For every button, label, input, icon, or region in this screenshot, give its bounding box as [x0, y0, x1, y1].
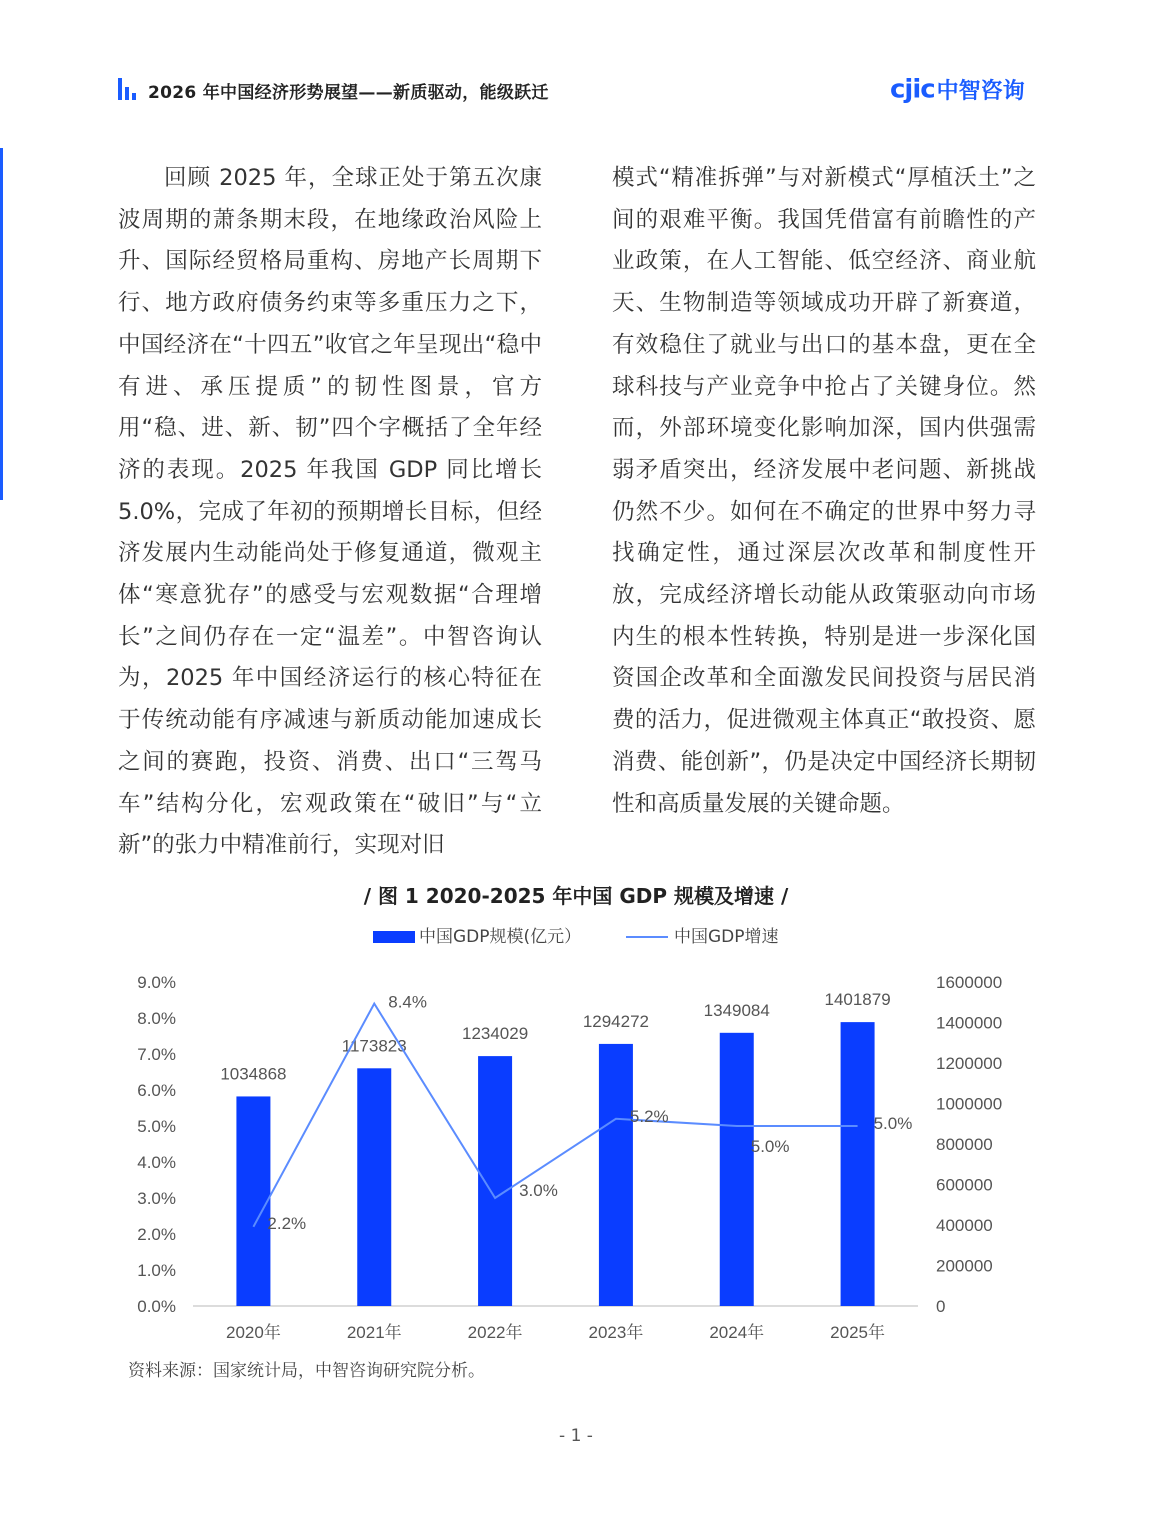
y-left-tick-label: 4.0% — [137, 1153, 176, 1172]
x-category-label: 2023年 — [588, 1323, 644, 1342]
y-left-tick-label: 2.0% — [137, 1225, 176, 1244]
gdp-scale-bar — [720, 1033, 754, 1306]
y-right-tick-label: 1200000 — [936, 1054, 1003, 1073]
y-left-tick-label: 1.0% — [137, 1261, 176, 1280]
y-left-tick-label: 8.0% — [137, 1009, 176, 1028]
gdp-scale-data-label: 1401879 — [824, 990, 891, 1010]
body-text-left-column: 回顾 2025 年，全球正处于第五次康波周期的萧条期末段，在地缘政治风险上升、国际经贸格局重构、房地产长周期下行、地方政府债务约束等多重压力之下，中国经济在“十四五”收官之年呈现出“稳中有进、承压提质”的韧性图景，官方用“稳、进、新、韧”四个字概括了全年经济的表现。2025 年我国 GDP 同比增长 5.0%，完成了年初的预期增长目标，但经济发展内生动能尚处于修复通道，微观主体“寒意犹存”的感受与宏观数据“合理增长”之间仍存在一定“温差”。中智咨询认为，2025 年中国经济运行的核心特征在于传统动能有序减速与新质动能加速成长之间的赛跑，投资、消费、出口“三驾马车”结构分化，宏观政策在“破旧”与“立新”的张力中精准前行，实现对旧 — [118, 165, 542, 859]
x-category-label: 2020年 — [226, 1323, 281, 1342]
y-right-tick-label: 400000 — [936, 1216, 993, 1235]
gdp-growth-data-label: 2.2% — [267, 1213, 307, 1233]
y-right-tick-label: 1600000 — [936, 973, 1003, 992]
gdp-scale-bar — [236, 1096, 270, 1306]
gdp-scale-bar — [357, 1068, 391, 1306]
x-category-label: 2021年 — [346, 1323, 402, 1342]
x-category-label: 2024年 — [709, 1323, 765, 1342]
legend-bar-swatch — [373, 931, 415, 943]
gdp-scale-bar — [599, 1044, 633, 1306]
y-left-tick-label: 5.0% — [137, 1117, 176, 1136]
brand-mark: cjic — [890, 74, 935, 105]
y-left-tick-label: 3.0% — [137, 1189, 176, 1208]
body-text-right-column: 模式“精准拆弹”与对新模式“厚植沃土”之间的艰难平衡。我国凭借富有前瞻性的产业政策，在人工智能、低空经济、商业航天、生物制造等领域成功开辟了新赛道，有效稳住了就业与出口的基本盘，更在全球科技与产业竞争中抢占了关键身位。然而，外部环境变化影响加深，国内供强需弱矛盾突出，经济发展中老问题、新挑战仍然不少。如何在不确定的世界中努力寻找确定性，通过深层次改革和制度性开放，完成经济增长动能从政策驱动向市场内生的根本性转换，特别是进一步深化国资国企改革和全面激发民间投资与居民消费的活力，促进微观主体真正“敢投资、愿消费、能创新”，仍是决定中国经济长期韧性和高质量发展的关键命题。 — [612, 165, 1036, 817]
y-right-tick-label: 200000 — [936, 1256, 993, 1276]
figure-title: / 图 1 2020-2025 年中国 GDP 规模及增速 / — [363, 884, 789, 908]
x-category-label: 2025年 — [830, 1323, 885, 1342]
page-header — [0, 70, 1152, 110]
y-right-tick-label: 800000 — [936, 1135, 993, 1154]
gdp-growth-data-label: 8.4% — [388, 992, 427, 1012]
brand-name: 中智咨询 — [936, 79, 1025, 104]
legend-item-gdp-growth — [626, 922, 779, 947]
gdp-scale-data-label: 1173823 — [341, 1036, 407, 1056]
legend-line-label: 中国GDP增速 — [674, 927, 779, 947]
gdp-scale-data-label: 1349084 — [703, 1000, 770, 1020]
y-right-tick-label: 0 — [936, 1297, 946, 1316]
gdp-scale-bar — [478, 1056, 512, 1306]
gdp-scale-data-label: 1034868 — [220, 1064, 287, 1084]
y-right-tick-label: 1400000 — [936, 1013, 1003, 1033]
page-number: - 1 - — [559, 1426, 593, 1446]
gdp-scale-bar — [841, 1022, 875, 1306]
y-left-tick-label: 9.0% — [137, 973, 176, 992]
legend-item-gdp-scale — [373, 922, 581, 947]
y-left-tick-label: 0.0% — [137, 1297, 176, 1316]
figure-source: 资料来源：国家统计局，中智咨询研究院分析。 — [128, 1361, 485, 1381]
chart-legend — [0, 922, 1152, 946]
legend-bar-label: 中国GDP规模(亿元） — [419, 927, 582, 947]
gdp-scale-data-label: 1294272 — [582, 1011, 650, 1031]
x-category-label: 2022年 — [467, 1323, 523, 1342]
y-left-tick-label: 7.0% — [137, 1045, 176, 1064]
y-right-tick-label: 600000 — [936, 1175, 993, 1195]
report-logo-icon — [118, 78, 138, 100]
gdp-combo-chart — [0, 960, 1152, 1360]
y-left-tick-label: 6.0% — [137, 1081, 176, 1100]
legend-line-swatch — [626, 936, 668, 938]
gdp-growth-data-label: 3.0% — [519, 1181, 558, 1200]
brand-logo — [890, 74, 1025, 106]
gdp-scale-data-label: 1234029 — [461, 1024, 529, 1044]
y-right-tick-label: 1000000 — [936, 1094, 1003, 1114]
left-accent-rule — [0, 148, 3, 500]
report-title: 2026 年中国经济形势展望——新质驱动，能级跃迁 — [148, 83, 549, 103]
gdp-growth-data-label: 5.2% — [629, 1106, 669, 1126]
gdp-growth-data-label: 5.0% — [873, 1114, 913, 1133]
gdp-growth-data-label: 5.0% — [750, 1137, 790, 1156]
